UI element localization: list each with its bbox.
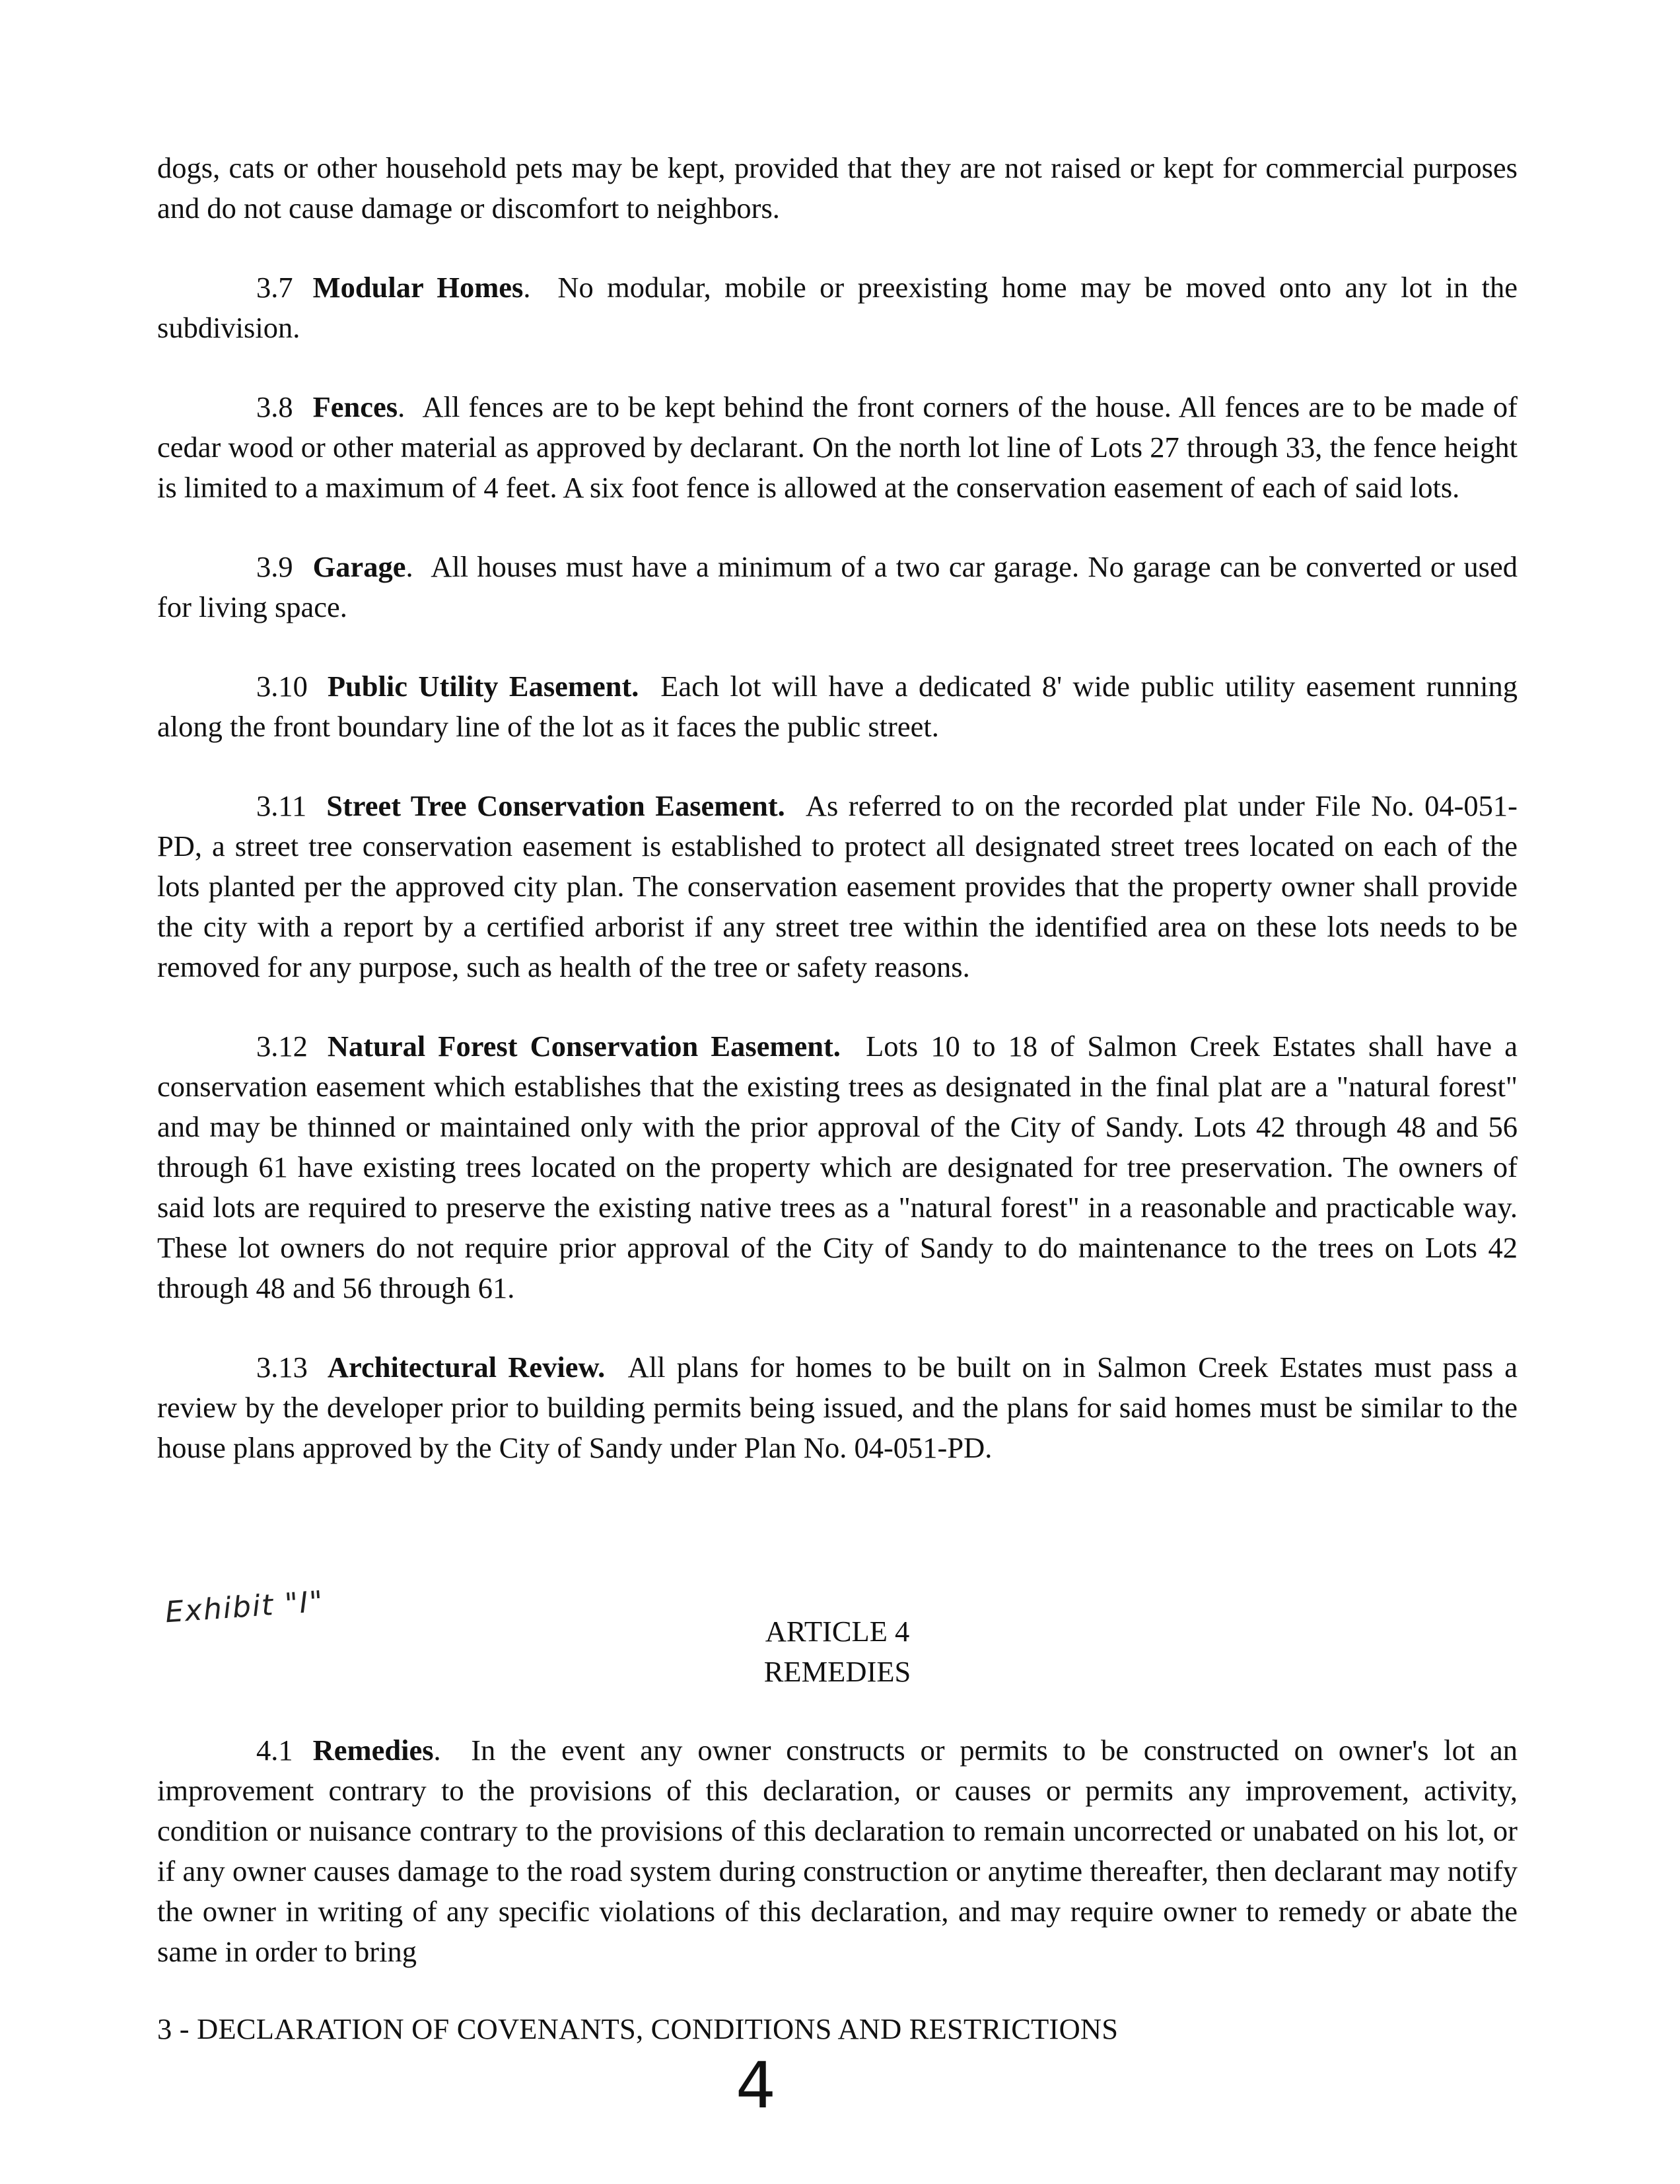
section-text: Each lot will have a dedicated 8' wide public utility easement running along the front boundary line of the lot as it faces the public street. xyxy=(157,670,1518,743)
section-text: As referred to on the recorded plat under File No. 04-051-PD, a street tree conservation easement is established to protect all designated street trees located on each of the lots planted per the approved city plan. The conservation easement provides that the property owner shall provide the city with a report by a certified arborist if any street tree within the identified area on these lots needs to be removed for any purpose, such as health of the tree or safety reasons. xyxy=(157,789,1518,983)
section-text: All plans for homes to be built on in Salmon Creek Estates must pass a review by the developer prior to building permits being issued, and the plans for said homes must be similar to the house plans approved by the City of Sandy under Plan No. 04-051-PD. xyxy=(157,1351,1518,1464)
document-body xyxy=(157,148,1518,1507)
section-heading: Street Tree Conservation Easement. xyxy=(326,789,785,822)
section-heading: Remedies xyxy=(312,1734,434,1767)
article-subtitle: REMEDIES xyxy=(763,1655,911,1688)
section-heading: Fences xyxy=(312,390,398,423)
section-text: Lots 10 to 18 of Salmon Creek Estates shall have a conservation easement which establishes that the existing trees as designated in the final plat are a "natural forest" and may be thinned or maintained only with the prior approval of the City of Sandy. Lots 42 through 48 and 56 through 61 have existing trees located on the property which are designated for tree preservation. The owners of said lots are required to preserve the existing native trees as a "natural forest" in a reasonable and practicable way. These lot owners do not require prior approval of the City of Sandy to do maintenance to the trees on Lots 42 through 48 and 56 through 61. xyxy=(157,1030,1518,1304)
section-heading: Natural Forest Conservation Easement. xyxy=(327,1030,841,1063)
section-3-11 xyxy=(157,786,1518,987)
handwritten-page-number: 4 xyxy=(736,2049,777,2123)
handwritten-exhibit-note: Exhibit "I" xyxy=(164,1584,326,1630)
section-text: In the event any owner constructs or permits to be constructed on owner's lot an improvement contrary to the provisions of this declaration, or causes or permits any improvement, activity, condition or nuisance contrary to the provisions of this declaration to remain uncorrected or unabated on his lot, or if any owner causes damage to the road system during construction or anytime thereafter, then declarant may notify the owner in writing of any specific violations of this declaration, and may require owner to remedy or abate the same in order to bring xyxy=(157,1734,1518,1968)
section-number: 3.10 xyxy=(256,670,308,703)
section-heading: Public Utility Easement. xyxy=(327,670,639,703)
section-number: 3.9 xyxy=(256,550,293,583)
section-4-1: 4.1 Remedies. In the event any owner constructs or permits to be constructed on owner's lot an improvement contrary to the provisions of this declaration, or causes or permits any improvement, activity, condition or nuisance contrary to the provisions of this declaration to remain uncorrected or unabated on his lot, or if any owner causes damage to the road system during construction or anytime thereafter, then declarant may notify the owner in writing of any specific violations of this declaration, and may require owner to remedy or abate the same in order to bring xyxy=(157,1730,1518,1972)
section-number: 4.1 xyxy=(256,1734,293,1767)
page-footer: 3 - DECLARATION OF COVENANTS, CONDITIONS AND RESTRICTIONS xyxy=(157,2012,1119,2045)
section-3-13 xyxy=(157,1347,1518,1468)
section-heading: Modular Homes xyxy=(312,271,524,304)
section-number: 3.7 xyxy=(256,271,293,304)
section-heading: Garage xyxy=(312,550,406,583)
section-number: 3.13 xyxy=(256,1351,308,1384)
section-3-9: 3.9 Garage. All houses must have a minimum of a two car garage. No garage can be converted or used for living space. xyxy=(157,547,1518,627)
section-number: 3.8 xyxy=(256,390,293,423)
article-heading xyxy=(157,1611,1518,1692)
intro-paragraph: dogs, cats or other household pets may be kept, provided that they are not raised or kept for commercial purposes and do not cause damage or discomfort to neighbors. xyxy=(157,151,1518,225)
section-heading: Architectural Review. xyxy=(327,1351,606,1384)
section-3-8: 3.8 Fences. All fences are to be kept behind the front corners of the house. All fences are to be made of cedar wood or other material as approved by declarant. On the north lot line of Lots 27 through 33, the fence height is limited to a maximum of 4 feet. A six foot fence is allowed at the conservation easement of each of said lots. xyxy=(157,387,1518,508)
section-text: No modular, mobile or preexisting home may be moved onto any lot in the subdivision. xyxy=(157,271,1518,344)
section-3-12 xyxy=(157,1026,1518,1308)
section-3-10 xyxy=(157,666,1518,747)
section-text: All fences are to be kept behind the front corners of the house. All fences are to be made of cedar wood or other material as approved by declarant. On the north lot line of Lots 27 through 33, the fence height is limited to a maximum of 4 feet. A six foot fence is allowed at the conservation easement of each of said lots. xyxy=(157,390,1518,504)
section-number: 3.11 xyxy=(256,789,307,822)
section-number: 3.12 xyxy=(256,1030,308,1063)
remedies-section xyxy=(157,1730,1518,2011)
section-text: All houses must have a minimum of a two car garage. No garage can be converted or used for living space. xyxy=(157,550,1518,623)
section-3-7: 3.7 Modular Homes. No modular, mobile or preexisting home may be moved onto any lot in the subdivision. xyxy=(157,267,1518,348)
article-title: ARTICLE 4 xyxy=(765,1615,910,1648)
